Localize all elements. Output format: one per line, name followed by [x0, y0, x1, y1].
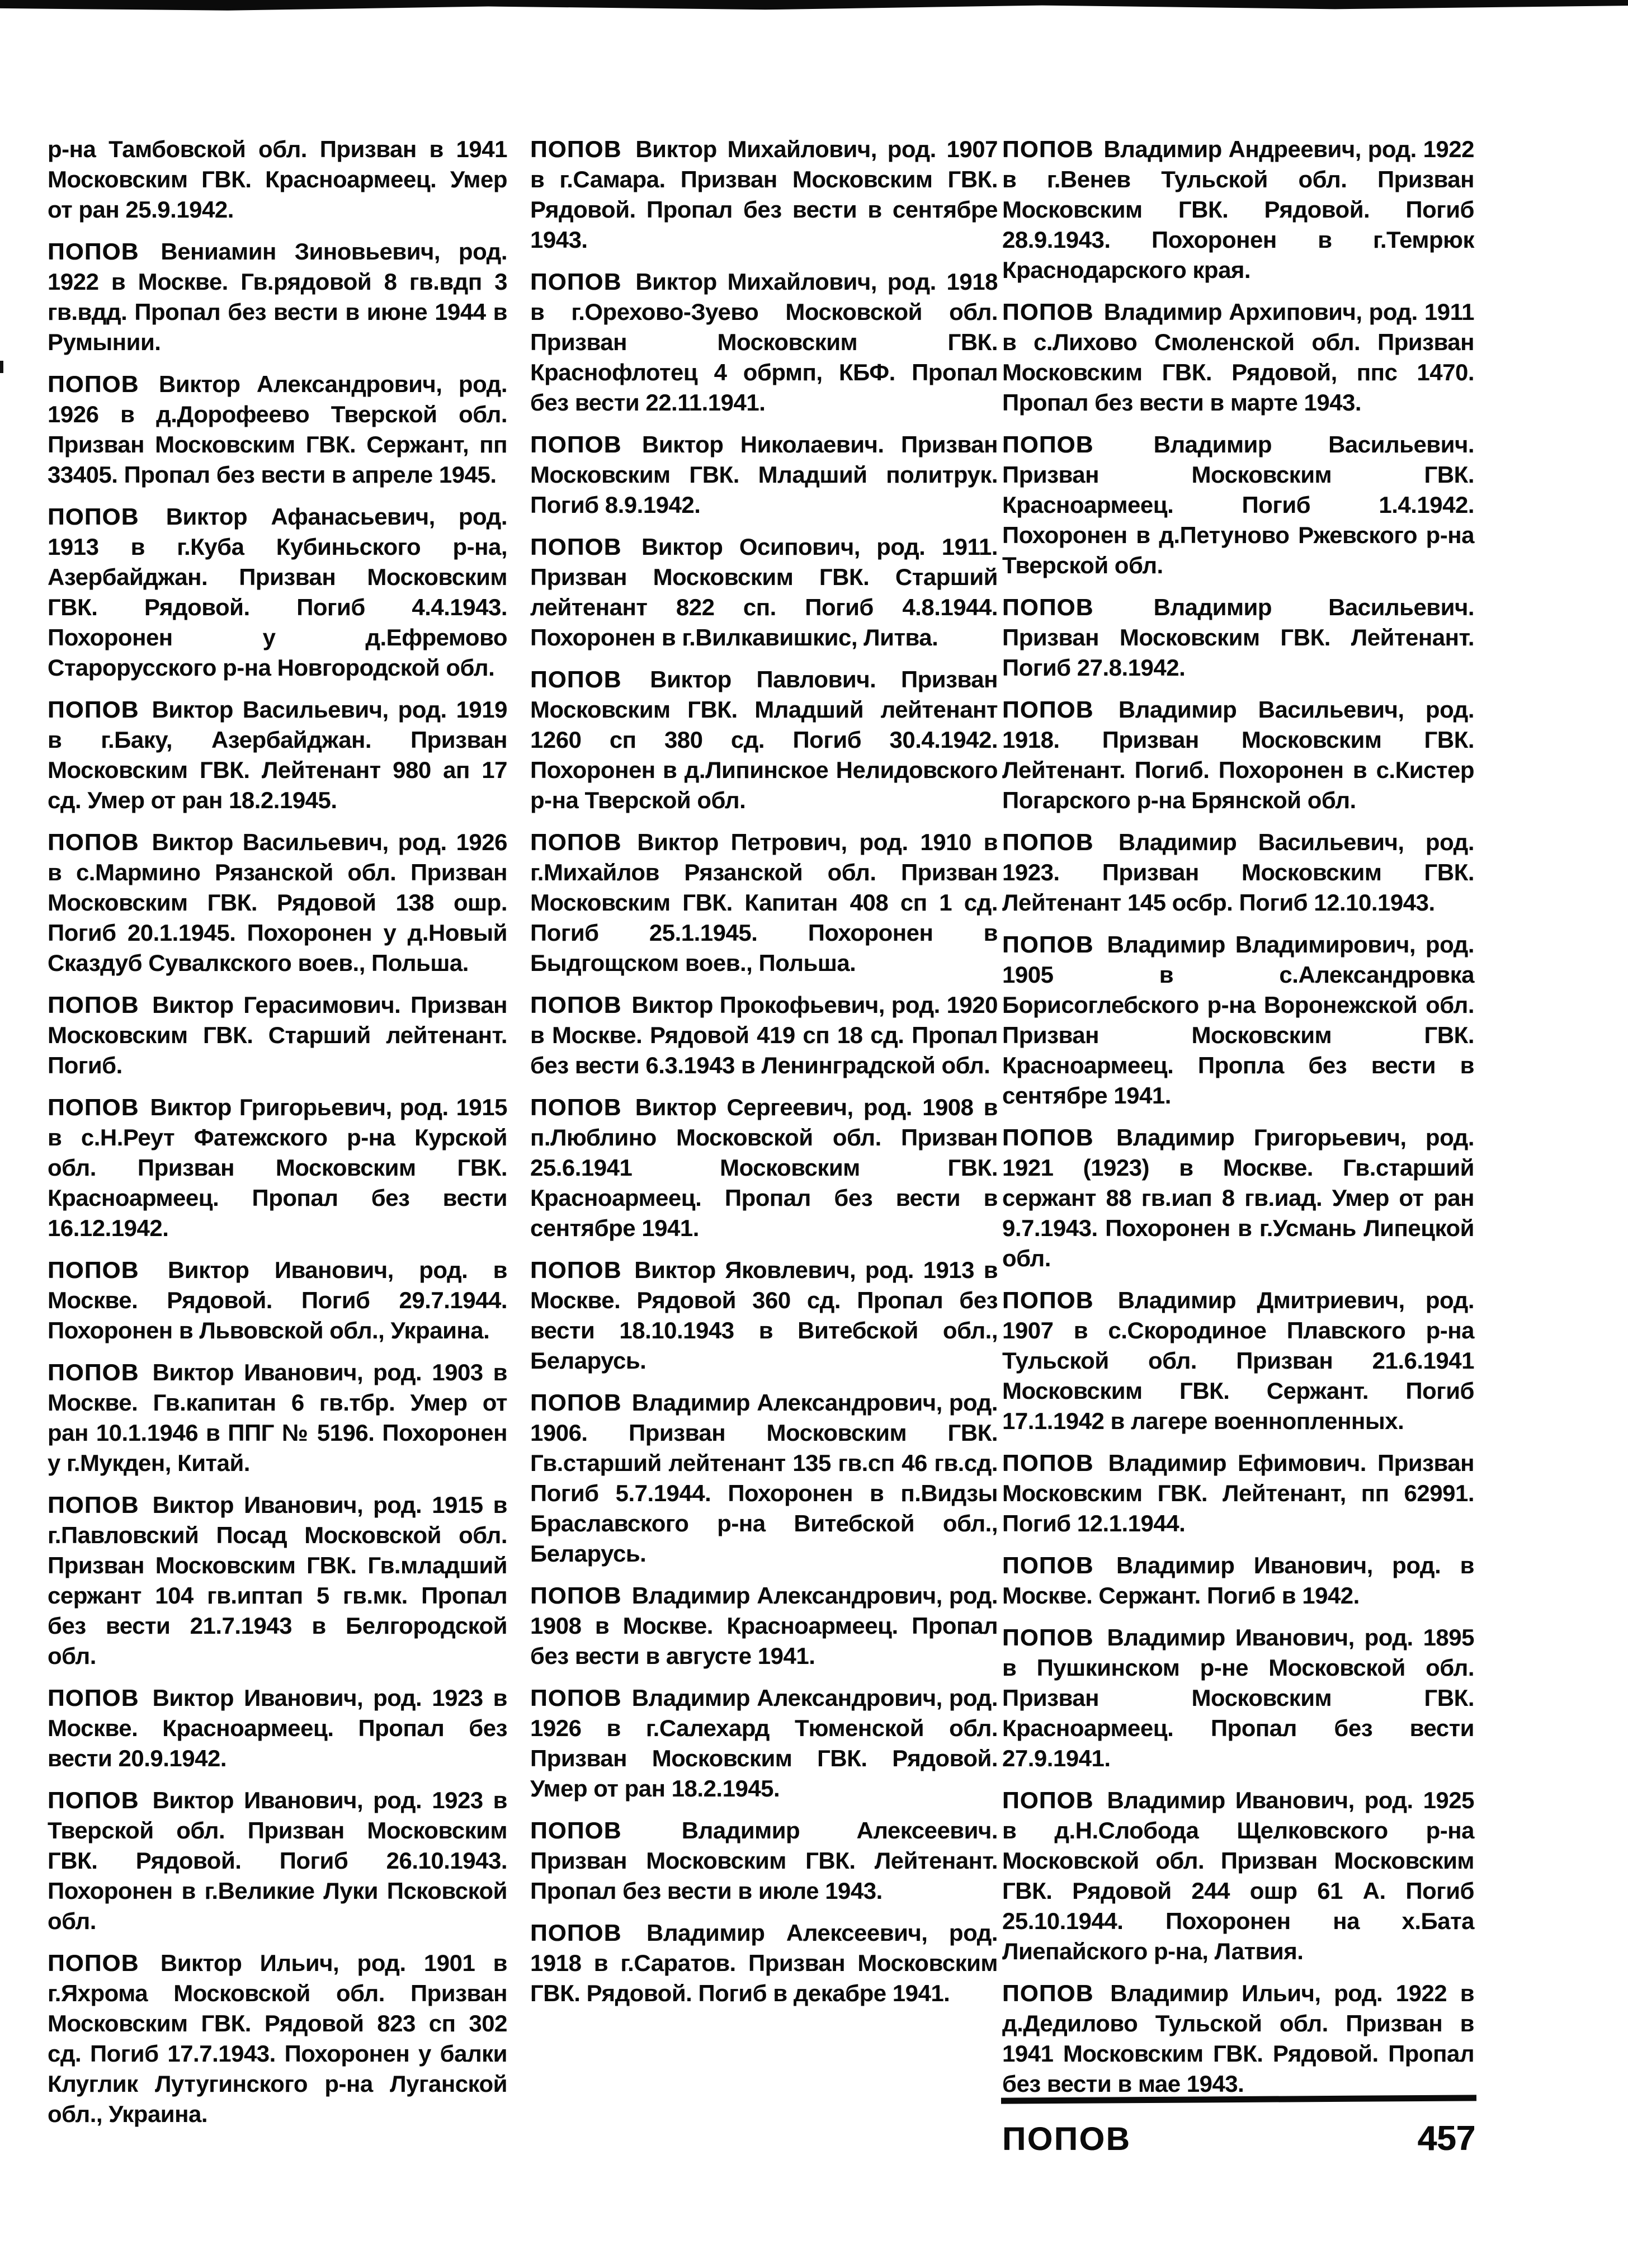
memorial-entry: [48, 1092, 507, 1243]
memorial-entry: [530, 1918, 998, 2008]
entry-surname: ПОПОВ: [530, 1257, 622, 1283]
memorial-entry: [1002, 1785, 1474, 1967]
memorial-entry: [1002, 1978, 1474, 2099]
entry-text: Владимир Григорьевич, род. 1921 (1923) в Москве. Гв.старший сержант 88 гв.иап 8 гв.иад. Умер от ран 9.7.1943. Похоронен в г.Усмань Липецкой обл.: [1002, 1124, 1474, 1271]
entry-text: Виктор Иванович, род. 1923 в Москве. Красноармеец. Пропал без вести 20.9.1942.: [48, 1685, 508, 1771]
entry-text: Виктор Прокофьевич, род. 1920 в Москве. Рядовой 419 сп 18 сд. Пропал без вести 6.3.1943 в Ленинградской обл.: [530, 992, 998, 1078]
entry-text: Владимир Васильевич, род. 1923. Призван Московским ГВК. Лейтенант 145 осбр. Погиб 12.10.1943.: [1002, 829, 1475, 916]
entry-surname: ПОПОВ: [48, 371, 139, 397]
entry-surname: ПОПОВ: [1002, 136, 1094, 162]
entry-text: Виктор Иванович, род. 1923 в Тверской обл. Призван Московским ГВК. Рядовой. Погиб 26.10.1943. Похоронен в г.Великие Луки Псковской обл.: [48, 1787, 508, 1934]
memorial-entry: [1002, 1550, 1474, 1611]
page-footer: [1002, 2119, 1475, 2158]
entry-text: Владимир Владимирович, род. 1905 в с.Александровка Борисоглебского р-на Воронежской обл. Призван Московским ГВК. Красноармеец. Пропла без вести в сентябре 1941.: [1002, 931, 1475, 1109]
entry-surname: ПОПОВ: [530, 268, 622, 295]
text-column-1: [48, 134, 507, 2141]
memorial-entry: [48, 990, 507, 1081]
entry-surname: ПОПОВ: [1002, 594, 1094, 620]
entry-text: Владимир Дмитриевич, род. 1907 в с.Скородиное Плавского р-на Тульской обл. Призван 21.6.1941 Московским ГВК. Сержант. Погиб 17.1.1942 в лагере военнопленных.: [1002, 1287, 1474, 1434]
entry-surname: ПОПОВ: [530, 1582, 622, 1609]
memorial-entry: [530, 827, 998, 978]
entry-text: Виктор Васильевич, род. 1919 в г.Баку, Азербайджан. Призван Московским ГВК. Лейтенант 980 ап 17 сд. Умер от ран 18.2.1945.: [48, 696, 507, 813]
memorial-entry: [530, 1581, 998, 1671]
entry-text: Владимир Иванович, род. в Москве. Сержант. Погиб в 1942.: [1002, 1552, 1474, 1609]
entry-surname: ПОПОВ: [530, 431, 622, 458]
memorial-entry: [48, 1357, 507, 1478]
memorial-entry: [1002, 930, 1474, 1111]
memorial-entry: [1002, 827, 1474, 918]
text-column-2: [530, 134, 998, 2020]
entry-surname: ПОПОВ: [530, 1685, 622, 1711]
entry-text: Владимир Александрович, род. 1906. Призван Московским ГВК. Гв.старший лейтенант 135 гв.сп 46 гв.сд. Погиб 5.7.1944. Похоронен в п.Видзы Браславского р-на Витебской обл., Беларусь.: [530, 1389, 998, 1567]
memorial-entry: [48, 134, 507, 225]
entry-surname: ПОПОВ: [530, 1817, 622, 1843]
memorial-entry: [1002, 134, 1474, 285]
entry-surname: ПОПОВ: [1002, 1552, 1094, 1578]
entry-text: Владимир Андреевич, род. 1922 в г.Венев Тульской обл. Призван Московским ГВК. Рядовой. Погиб 28.9.1943. Похоронен в г.Темрюк Краснодарского края.: [1002, 136, 1474, 283]
memorial-entry: [530, 134, 998, 255]
entry-text: Виктор Александрович, род. 1926 в д.Дорофеево Тверской обл. Призван Московским ГВК. Сержант, пп 33405. Пропал без вести в апреле 1945.: [48, 371, 508, 488]
memorial-entry: [48, 827, 507, 978]
entry-surname: ПОПОВ: [530, 1389, 622, 1416]
memorial-entry: [48, 1683, 507, 1774]
entry-text: Виктор Михайлович, род. 1907 в г.Самара. Призван Московским ГВК. Рядовой. Пропал без вести в сентябре 1943.: [530, 136, 998, 253]
entry-surname: ПОПОВ: [530, 1920, 622, 1946]
entry-surname: ПОПОВ: [1002, 696, 1094, 723]
entry-surname: ПОПОВ: [48, 992, 139, 1018]
memorial-entry: [48, 695, 507, 815]
memorial-entry: [48, 1785, 507, 1936]
memorial-entry: [530, 532, 998, 653]
entry-surname: ПОПОВ: [48, 1094, 139, 1120]
entry-surname: ПОПОВ: [1002, 1287, 1094, 1313]
memorial-entry: [48, 1948, 507, 2129]
entry-text: Виктор Иванович, род. 1903 в Москве. Гв.капитан 6 гв.тбр. Умер от ран 10.1.1946 в ППГ № 5196. Похоронен у г.Мукден, Китай.: [48, 1359, 508, 1476]
entry-text: Владимир Архипович, род. 1911 в с.Лихово Смоленской обл. Призван Московским ГВК. Рядовой, ппс 1470. Пропал без вести в марте 1943.: [1002, 299, 1474, 416]
memorial-entry: [530, 1255, 998, 1376]
text-column-3: [1002, 134, 1474, 2111]
memorial-entry: [530, 990, 998, 1081]
entry-text: Виктор Павлович. Призван Московским ГВК. Младший лейтенант 1260 сп 380 сд. Погиб 30.4.1942. Похоронен в д.Липинское Нелидовского р-на Тверской обл.: [530, 666, 998, 813]
entry-text: Вениамин Зиновьевич, род. 1922 в Москве. Гв.рядовой 8 гв.вдп 3 гв.вдд. Пропал без вести в июне 1944 в Румынии.: [48, 238, 507, 355]
entry-text: Владимир Александрович, род. 1908 в Москве. Красноармеец. Пропал без вести в августе 1941.: [530, 1582, 998, 1669]
entry-text: Виктор Михайлович, род. 1918 в г.Орехово-Зуево Московской обл. Призван Московским ГВК. Краснофлотец 4 обрмп, КБФ. Пропал без вести 22.11.1941.: [530, 268, 998, 416]
entry-text: Виктор Сергеевич, род. 1908 в п.Люблино Московской обл. Призван 25.6.1941 Московским ГВК. Красноармеец. Пропал без вести в сентябре 1941.: [530, 1094, 998, 1241]
entry-surname: ПОПОВ: [48, 1492, 139, 1518]
entry-text: Виктор Ильич, род. 1901 в г.Яхрома Московской обл. Призван Московским ГВК. Рядовой 823 сп 302 сд. Погиб 17.7.1943. Похоронен у балки Клуглик Лутугинского р-на Луганской обл., Украина.: [48, 1950, 507, 2127]
memorial-entry: [1002, 1623, 1474, 1774]
entry-text: Владимир Александрович, род. 1926 в г.Салехард Тюменской обл. Призван Московским ГВК. Рядовой. Умер от ран 18.2.1945.: [530, 1685, 998, 1802]
memorial-entry: [1002, 592, 1474, 683]
entry-text: Владимир Васильевич. Призван Московским ГВК. Лейтенант. Погиб 27.8.1942.: [1002, 594, 1475, 681]
entry-surname: ПОПОВ: [1002, 1450, 1094, 1476]
entry-text: Владимир Ефимович. Призван Московским ГВК. Лейтенант, пп 62991. Погиб 12.1.1944.: [1002, 1450, 1474, 1536]
scan-edge-artifact: [0, 0, 1628, 13]
running-title: ПОПОВ: [1002, 2121, 1131, 2157]
memorial-entry: [530, 1816, 998, 1906]
entry-text: Владимир Васильевич. Призван Московским ГВК. Красноармеец. Погиб 1.4.1942. Похоронен в д.Петуново Ржевского р-на Тверской обл.: [1002, 431, 1475, 578]
entry-text: Владимир Иванович, род. 1895 в Пушкинском р-не Московской обл. Призван Московским ГВК. Красноармеец. Пропал без вести 27.9.1941.: [1002, 1624, 1475, 1771]
memorial-entry: [48, 1490, 507, 1671]
memorial-entry: [1002, 430, 1474, 581]
entry-surname: ПОПОВ: [48, 1950, 139, 1976]
entry-surname: ПОПОВ: [48, 1359, 139, 1385]
entry-surname: ПОПОВ: [1002, 431, 1094, 458]
memorial-entry: [48, 502, 507, 683]
memorial-entry: [1002, 1285, 1474, 1436]
entry-surname: ПОПОВ: [530, 1094, 622, 1120]
entry-surname: ПОПОВ: [1002, 931, 1094, 958]
memorial-entry: [530, 1092, 998, 1243]
memorial-entry: [48, 237, 507, 357]
memorial-entry: [48, 1255, 507, 1346]
entry-text: Виктор Яковлевич, род. 1913 в Москве. Рядовой 360 сд. Пропал без вести 18.10.1943 в Витебской обл., Беларусь.: [530, 1257, 998, 1374]
memorial-entry: [530, 267, 998, 418]
entry-surname: ПОПОВ: [1002, 1624, 1094, 1651]
entry-surname: ПОПОВ: [1002, 1124, 1094, 1150]
page-number: 457: [1417, 2119, 1475, 2158]
memorial-entry: [530, 430, 998, 520]
entry-text: Владимир Алексеевич. Призван Московским ГВК. Лейтенант. Пропал без вести в июле 1943.: [530, 1817, 998, 1904]
entry-text: Виктор Иванович, род. 1915 в г.Павловский Посад Московской обл. Призван Московским ГВК. Гв.младший сержант 104 гв.иптап 5 гв.мк. Пропал без вести 21.7.1943 в Белгородской обл.: [48, 1492, 508, 1669]
entry-surname: ПОПОВ: [48, 503, 139, 530]
entry-surname: ПОПОВ: [48, 1787, 139, 1813]
memorial-entry: [1002, 1123, 1474, 1274]
entry-text: Виктор Григорьевич, род. 1915 в с.Н.Реут Фатежского р-на Курской обл. Призван Московским ГВК. Красноармеец. Пропал без вести 16.12.1942.: [48, 1094, 508, 1241]
entry-text: Владимир Васильевич, род. 1918. Призван Московским ГВК. Лейтенант. Погиб. Похоронен в с.Кистер Погарского р-на Брянской обл.: [1002, 696, 1475, 813]
scan-speck-artifact: [0, 361, 3, 373]
entry-text: Виктор Герасимович. Призван Московским ГВК. Старший лейтенант. Погиб.: [48, 992, 507, 1078]
entry-text: Владимир Иванович, род. 1925 в д.Н.Слобода Щелковского р-на Московской обл. Призван Московским ГВК. Рядовой 244 ошр 61 А. Погиб 25.10.1944. Похоронен на х.Бата Лиепайского р-на, Латвия.: [1002, 1787, 1475, 1964]
memorial-entry: [1002, 1448, 1474, 1539]
entry-surname: ПОПОВ: [1002, 829, 1094, 855]
memorial-entry: [48, 369, 507, 490]
entry-text: Виктор Васильевич, род. 1926 в с.Мармино Рязанской обл. Призван Московским ГВК. Рядовой 138 ошр. Погиб 20.1.1945. Похоронен у д.Новый Сказдуб Сувалкского воев., Польша.: [48, 829, 507, 976]
entry-text: Виктор Афанасьевич, род. 1913 в г.Куба Кубиньского р-на, Азербайджан. Призван Московским ГВК. Рядовой. Погиб 4.4.1943. Похоронен у д.Ефремово Старорусского р-на Новгородской обл.: [48, 503, 507, 681]
entry-surname: ПОПОВ: [1002, 299, 1094, 325]
entry-surname: ПОПОВ: [48, 238, 139, 265]
entry-surname: ПОПОВ: [48, 829, 139, 855]
memorial-entry: [1002, 297, 1474, 418]
entry-text: р-на Тамбовской обл. Призван в 1941 Московским ГВК. Красноармеец. Умер от ран 25.9.1942.: [48, 136, 507, 223]
entry-text: Виктор Петрович, род. 1910 в г.Михайлов Рязанской обл. Призван Московским ГВК. Капитан 408 сп 1 сд. Погиб 25.1.1945. Похоронен в Быдгощском воев., Польша.: [530, 829, 998, 976]
entry-text: Владимир Алексеевич, род. 1918 в г.Саратов. Призван Московским ГВК. Рядовой. Погиб в декабре 1941.: [530, 1920, 998, 2006]
memorial-entry: [530, 1683, 998, 1804]
entry-text: Виктор Николаевич. Призван Московским ГВК. Младший политрук. Погиб 8.9.1942.: [530, 431, 998, 518]
entry-text: Виктор Осипович, род. 1911. Призван Московским ГВК. Старший лейтенант 822 сп. Погиб 4.8.1944. Похоронен в г.Вилкавишкис, Литва.: [530, 534, 998, 650]
entry-surname: ПОПОВ: [1002, 1787, 1094, 1813]
entry-surname: ПОПОВ: [530, 992, 622, 1018]
entry-surname: ПОПОВ: [48, 696, 139, 723]
memorial-entry: [530, 1388, 998, 1569]
entry-surname: ПОПОВ: [48, 1685, 139, 1711]
entry-surname: ПОПОВ: [48, 1257, 139, 1283]
entry-surname: ПОПОВ: [530, 829, 622, 855]
memorial-entry: [1002, 695, 1474, 815]
entry-text: Владимир Ильич, род. 1922 в д.Дедилово Тульской обл. Призван в 1941 Московским ГВК. Рядовой. Пропал без вести в мае 1943.: [1002, 1980, 1475, 2097]
entry-surname: ПОПОВ: [530, 666, 622, 692]
entry-surname: ПОПОВ: [530, 534, 622, 560]
entry-text: Виктор Иванович, род. в Москве. Рядовой. Погиб 29.7.1944. Похоронен в Львовской обл., Украина.: [48, 1257, 508, 1343]
memorial-entry: [530, 664, 998, 815]
entry-surname: ПОПОВ: [530, 136, 622, 162]
entry-surname: ПОПОВ: [1002, 1980, 1094, 2006]
